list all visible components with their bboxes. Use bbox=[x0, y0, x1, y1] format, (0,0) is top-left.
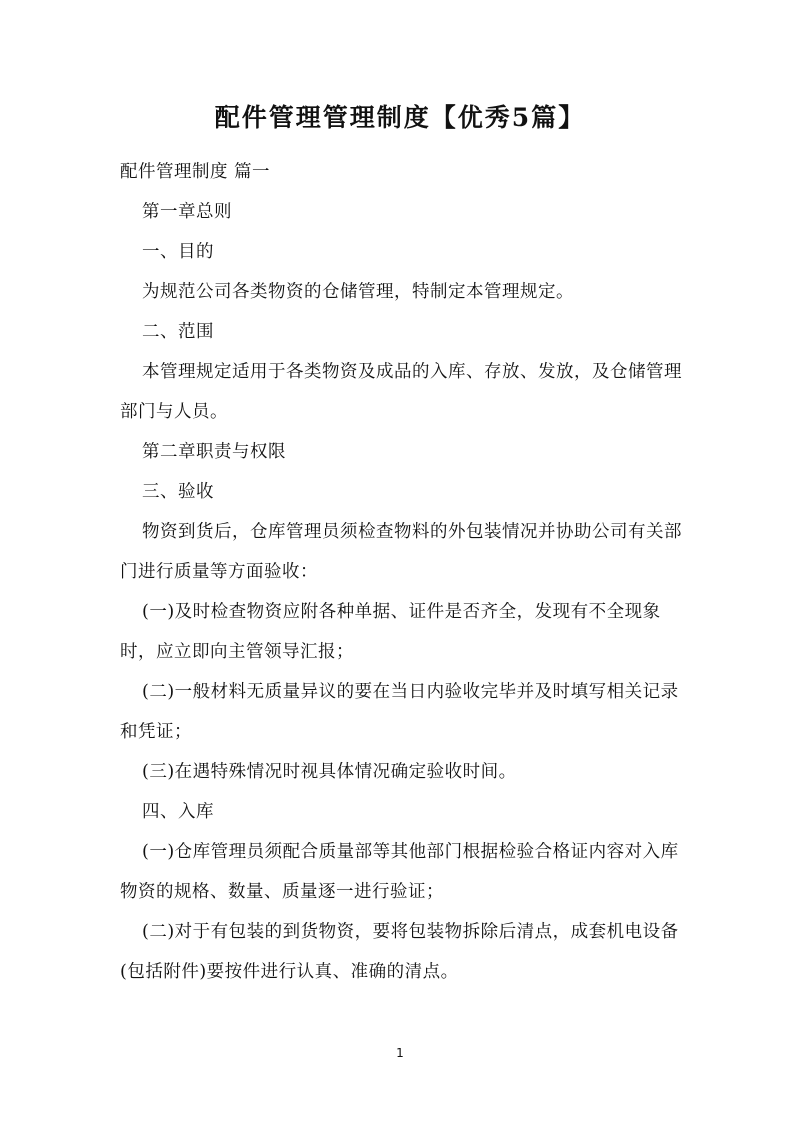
body-paragraph: 本管理规定适用于各类物资及成品的入库、存放、发放，及仓储管理部门与人员。 bbox=[120, 362, 682, 422]
clause-heading: 四、入库 bbox=[142, 802, 214, 822]
list-item: (一)及时检查物资应附各种单据、证件是否齐全，发现有不全现象时，应立即向主管领导汇报； bbox=[120, 602, 661, 662]
body-paragraph: 物资到货后，仓库管理员须检查物料的外包装情况并协助公司有关部门进行质量等方面验收： bbox=[120, 522, 682, 582]
chapter-heading: 第二章职责与权限 bbox=[142, 442, 286, 462]
body-paragraph: 为规范公司各类物资的仓储管理，特制定本管理规定。 bbox=[142, 282, 574, 302]
list-item: (二)一般材料无质量异议的要在当日内验收完毕并及时填写相关记录和凭证； bbox=[120, 682, 679, 742]
section-heading: 配件管理制度 篇一 bbox=[120, 162, 271, 182]
list-item: (一)仓库管理员须配合质量部等其他部门根据检验合格证内容对入库物资的规格、数量、质量逐一进行验证； bbox=[120, 842, 679, 902]
clause-heading: 二、范围 bbox=[142, 322, 214, 342]
clause-heading: 三、验收 bbox=[142, 482, 214, 502]
page-number: 1 bbox=[396, 1046, 404, 1060]
list-item: (二)对于有包装的到货物资，要将包装物拆除后清点，成套机电设备(包括附件)要按件进行认真、准确的清点。 bbox=[120, 922, 679, 982]
list-item: (三)在遇特殊情况时视具体情况确定验收时间。 bbox=[142, 762, 517, 782]
document-body bbox=[120, 152, 690, 992]
clause-heading: 一、目的 bbox=[142, 242, 214, 262]
chapter-heading: 第一章总则 bbox=[142, 202, 232, 222]
document-title: 配件管理管理制度【优秀5篇】 bbox=[214, 103, 586, 132]
